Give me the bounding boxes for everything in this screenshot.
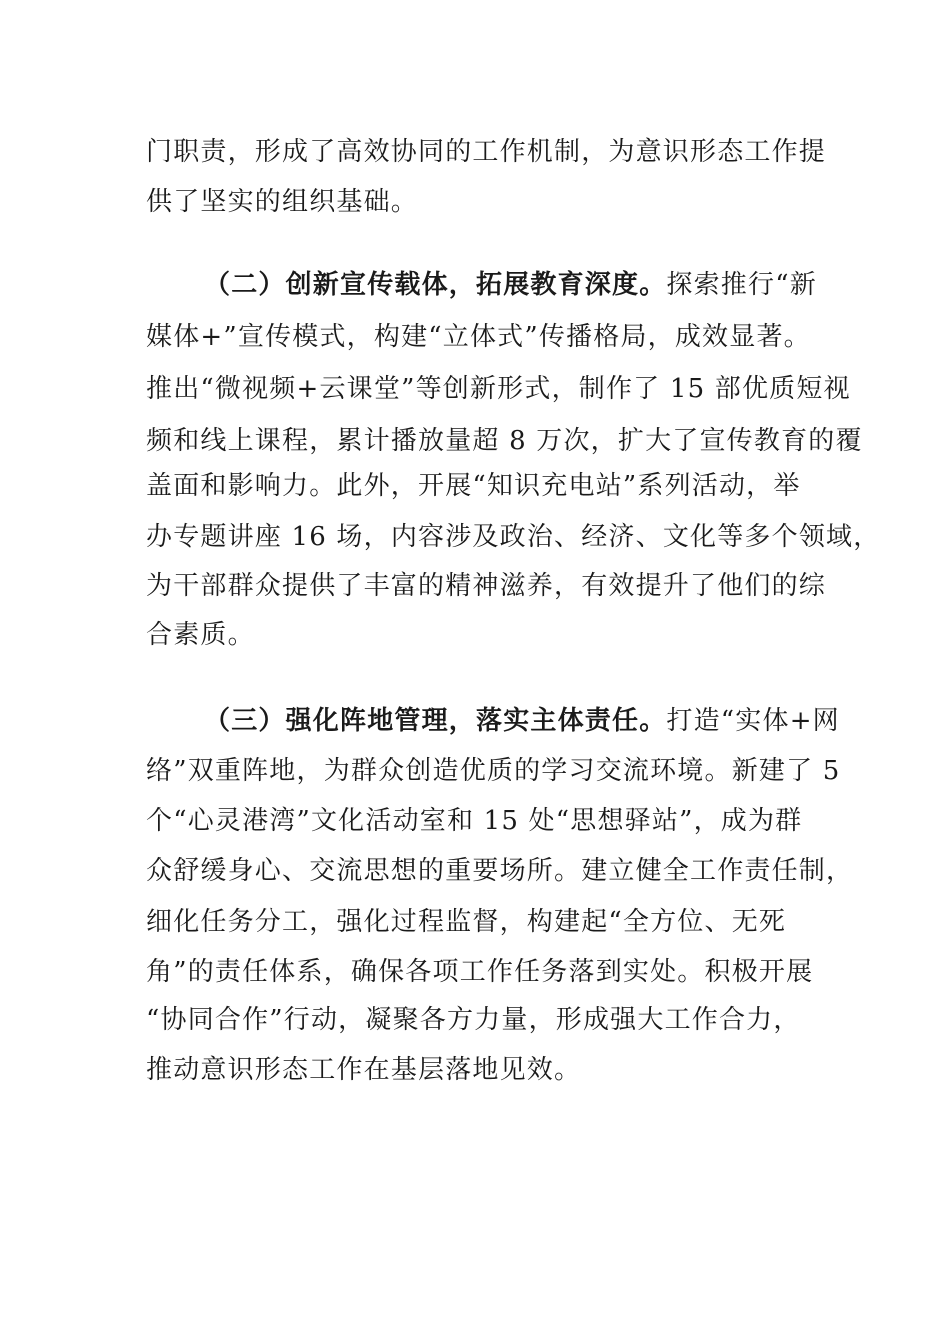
- paragraph-3-line-6: 角”的责任体系，确保各项工作任务落到实处。积极开展: [146, 957, 814, 987]
- paragraph-1-line-2: 供了坚实的组织基础。: [146, 187, 419, 217]
- paragraph-2-line-5: 盖面和影响力。此外，开展“知识充电站”系列活动，举: [146, 471, 801, 501]
- paragraph-3-line-4: 众舒缓身心、交流思想的重要场所。建立健全工作责任制，: [146, 856, 854, 886]
- paragraph-2-line-8: 合素质。: [146, 620, 255, 650]
- paragraph-3-first-line-text: 打造“实体+网: [666, 706, 840, 736]
- paragraph-2-line-6: 办专题讲座 16 场，内容涉及政治、经济、文化等多个领域，: [146, 522, 881, 552]
- paragraph-3-line-7: “协同合作”行动，凝聚各方力量，形成强大工作合力，: [146, 1005, 801, 1035]
- paragraph-2-line-4: 频和线上课程，累计播放量超 8 万次，扩大了宣传教育的覆: [146, 426, 863, 456]
- paragraph-2-line-2: 媒体+”宣传模式，构建“立体式”传播格局，成效显著。: [146, 322, 811, 352]
- paragraph-1-line-1: 门职责，形成了高效协同的工作机制，为意识形态工作提: [146, 137, 827, 167]
- paragraph-2-first-line: [204, 270, 817, 300]
- paragraph-3-first-line: [204, 706, 840, 736]
- paragraph-2-first-line-text: 探索推行“新: [666, 270, 817, 300]
- paragraph-3-line-3: 个“心灵港湾”文化活动室和 15 处“思想驿站”，成为群: [146, 806, 803, 836]
- paragraph-3-heading: （三）强化阵地管理，落实主体责任。: [204, 706, 667, 736]
- paragraph-3-line-2: 络”双重阵地，为群众创造优质的学习交流环境。新建了 5: [146, 756, 841, 786]
- paragraph-3-line-5: 细化任务分工，强化过程监督，构建起“全方位、无死: [146, 907, 787, 937]
- paragraph-2-heading: （二）创新宣传载体，拓展教育深度。: [204, 270, 667, 300]
- paragraph-2-line-3: 推出“微视频+云课堂”等创新形式，制作了 15 部优质短视: [146, 374, 851, 404]
- paragraph-2-line-7: 为干部群众提供了丰富的精神滋养，有效提升了他们的综: [146, 571, 827, 601]
- paragraph-3-line-8: 推动意识形态工作在基层落地见效。: [146, 1055, 582, 1085]
